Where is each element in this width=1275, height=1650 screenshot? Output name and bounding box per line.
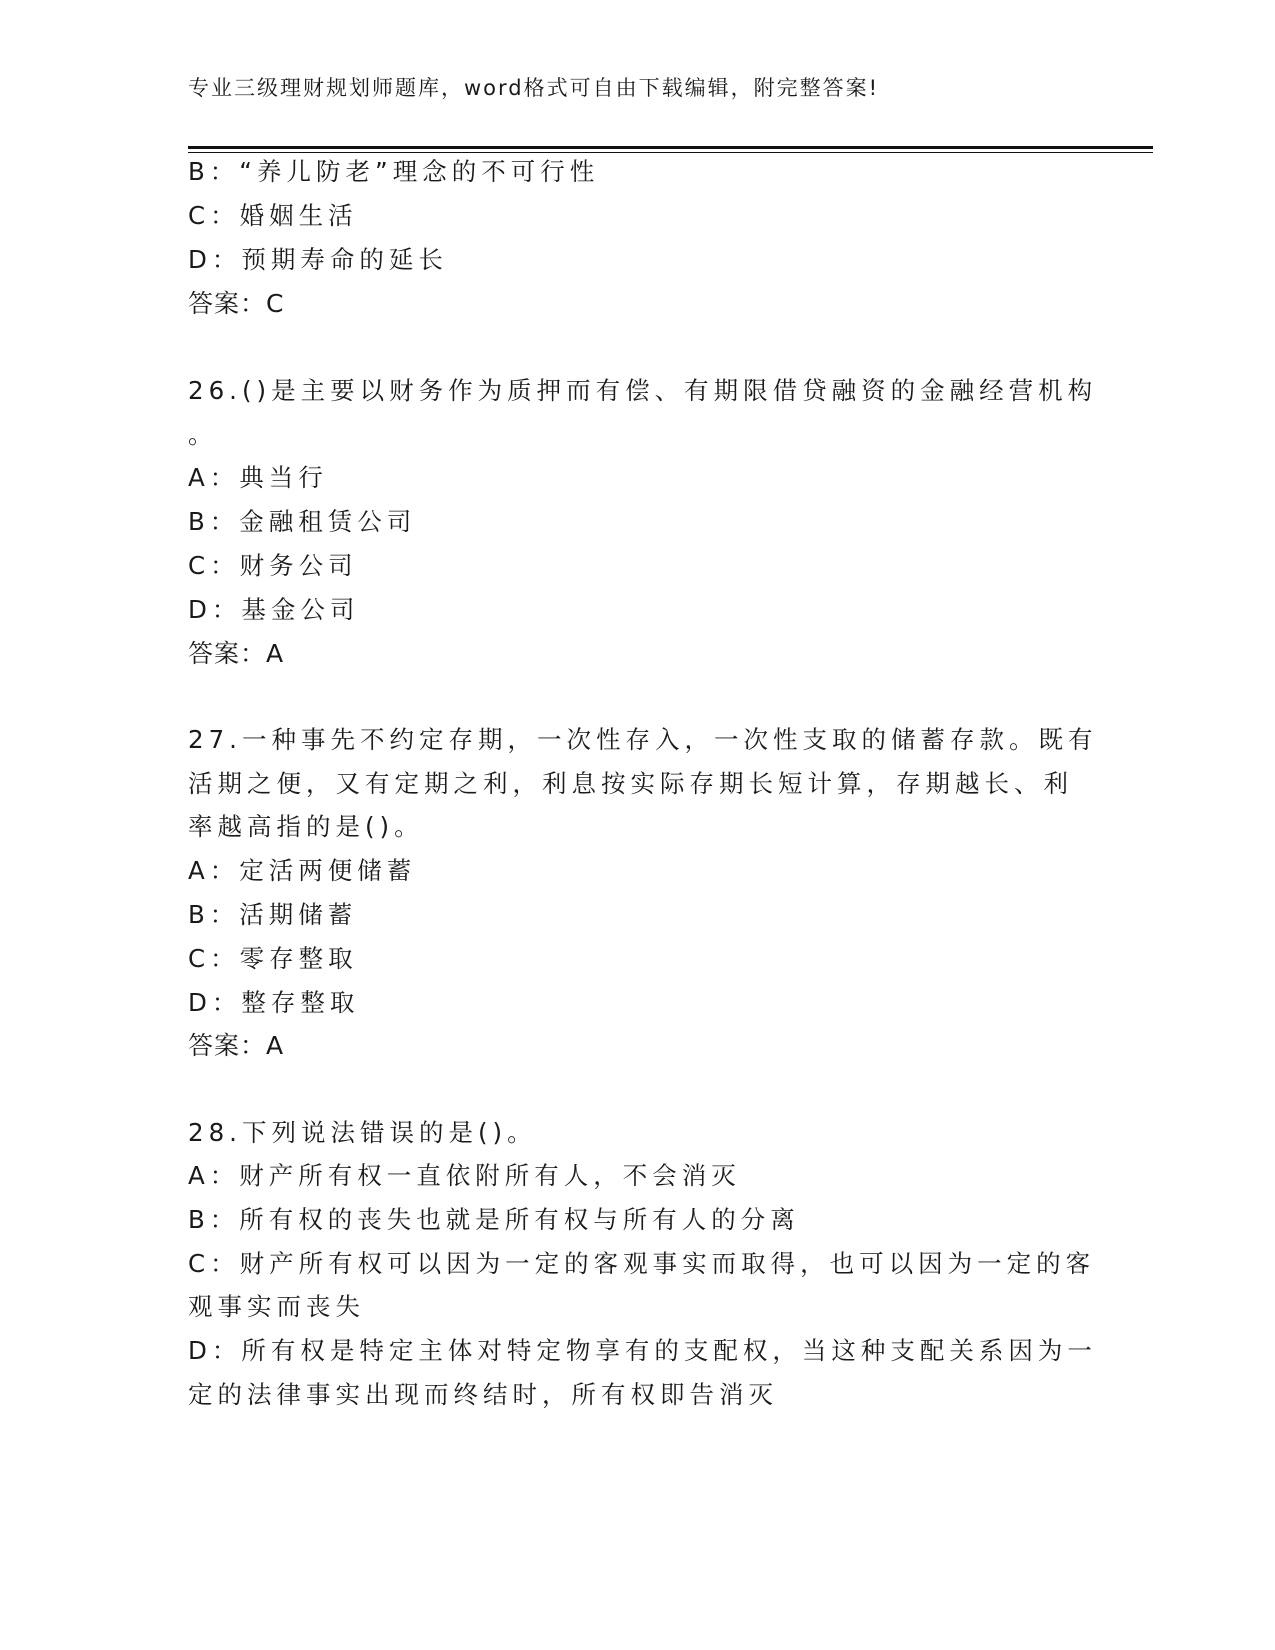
q28-option-c-line1: C：财产所有权可以因为一定的客观事实而取得，也可以因为一定的客 <box>188 1249 1096 1278</box>
q26-answer: 答案：A <box>188 639 285 668</box>
q26-option-a: A：典当行 <box>188 463 328 492</box>
q28-stem-line1: 28.下列说法错误的是()。 <box>188 1118 537 1147</box>
q27-option-d: D：整存整取 <box>188 988 360 1017</box>
page-header: 专业三级理财规划师题库，word格式可自由下载编辑，附完整答案! <box>188 76 880 100</box>
q26-stem-line1: 26.()是主要以财务作为质押而有偿、有期限借贷融资的金融经营机构 <box>188 376 1098 405</box>
q25-option-b: B：“养儿防老”理念的不可行性 <box>188 157 600 186</box>
q27-option-a: A：定活两便储蓄 <box>188 856 417 885</box>
q26-option-c: C：财务公司 <box>188 551 358 580</box>
header-rule-thick <box>188 146 1153 149</box>
q25-option-c: C：婚姻生活 <box>188 201 358 230</box>
q27-stem-line2: 活期之便，又有定期之利，利息按实际存期长短计算，存期越长、利 <box>188 769 1073 798</box>
q27-option-c: C：零存整取 <box>188 944 358 973</box>
q28-option-b: B：所有权的丧失也就是所有权与所有人的分离 <box>188 1205 800 1234</box>
q27-answer: 答案：A <box>188 1031 285 1060</box>
q26-option-d: D：基金公司 <box>188 595 360 624</box>
q28-option-d-line2: 定的法律事实出现而终结时，所有权即告消灭 <box>188 1380 778 1409</box>
q26-option-b: B：金融租赁公司 <box>188 507 417 536</box>
q27-stem-line3: 率越高指的是()。 <box>188 812 424 841</box>
q28-option-a: A：财产所有权一直依附所有人，不会消灭 <box>188 1161 741 1190</box>
q27-stem-line1: 27.一种事先不约定存期，一次性存入，一次性支取的储蓄存款。既有 <box>188 725 1098 754</box>
q28-option-d-line1: D：所有权是特定主体对特定物享有的支配权，当这种支配关系因为一 <box>188 1336 1097 1365</box>
q28-option-c-line2: 观事实而丧失 <box>188 1292 365 1321</box>
q27-option-b: B：活期储蓄 <box>188 900 358 929</box>
q26-stem-line2: 。 <box>188 420 218 449</box>
header-rule-thin <box>188 152 1153 153</box>
q25-answer: 答案：C <box>188 289 285 318</box>
q25-option-d: D：预期寿命的延长 <box>188 245 448 274</box>
